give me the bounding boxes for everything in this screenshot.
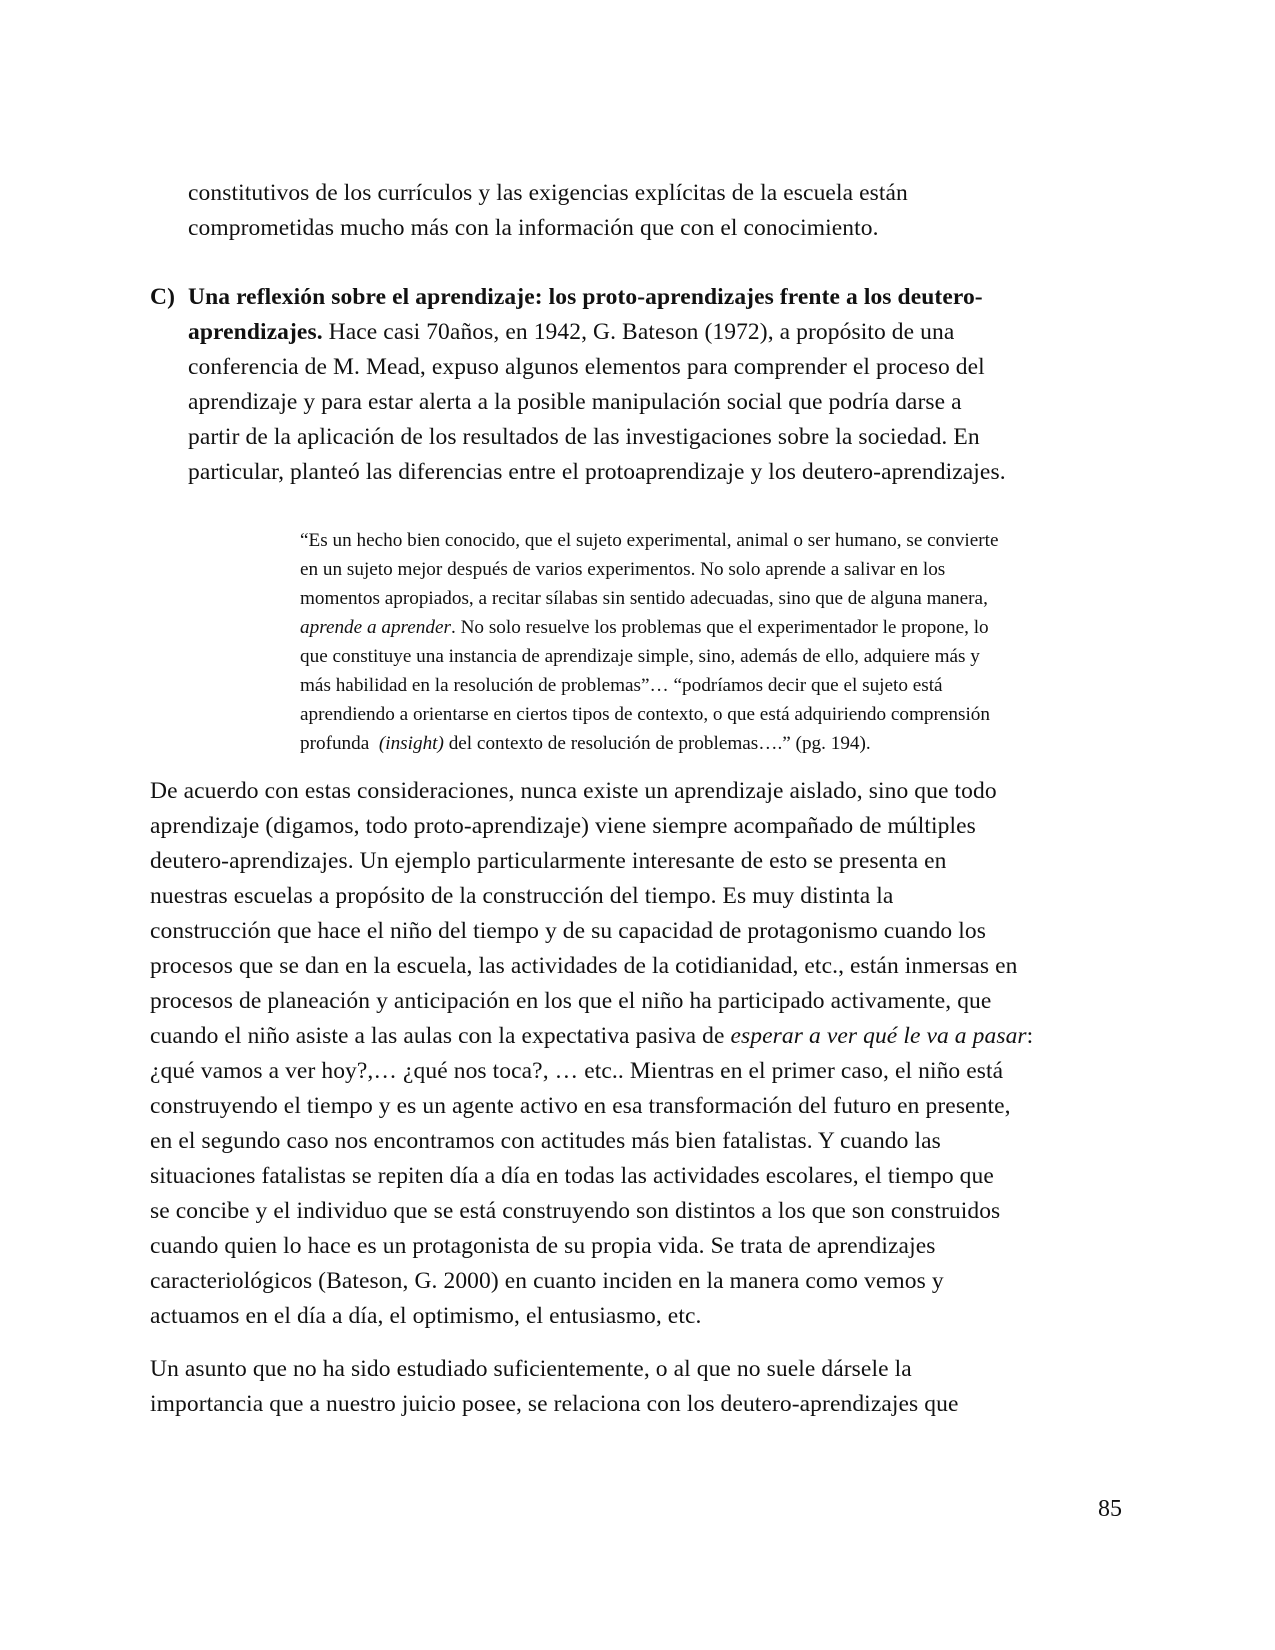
- quote-line: [300, 613, 1110, 642]
- paragraph-line: construcción que hace el niño del tiempo y de su capacidad de protagonismo cuando los: [150, 918, 986, 944]
- section-line: [188, 315, 1130, 350]
- section-text: Hace casi 70años, en 1942, G. Bateson (1972), a propósito de una: [322, 319, 955, 345]
- paragraph-line: Un asunto que no ha sido estudiado suficientemente, o al que no suele dársele la: [150, 1356, 912, 1382]
- intro-line: comprometidas mucho más con la información que con el conocimiento.: [188, 215, 879, 241]
- paragraph-line: procesos de planeación y anticipación en los que el niño ha participado activamente, que: [150, 988, 992, 1014]
- paragraph-line: De acuerdo con estas consideraciones, nunca existe un aprendizaje aislado, sino que todo: [150, 778, 997, 804]
- section-c: [150, 280, 1130, 490]
- quote-line: más habilidad en la resolución de problemas”… “podríamos decir que el sujeto está: [300, 675, 943, 696]
- paragraph-line: deutero-aprendizajes. Un ejemplo particularmente interesante de esto se presenta en: [150, 848, 947, 874]
- quote-line: “Es un hecho bien conocido, que el sujeto experimental, animal o ser humano, se convierte: [300, 530, 999, 551]
- quote-text: . No solo resuelve los problemas que el experimentador le propone, lo: [450, 617, 989, 638]
- paragraph-line: caracteriológicos (Bateson, G. 2000) en cuanto inciden en la manera como vemos y: [150, 1268, 944, 1294]
- body-paragraph: [150, 774, 1140, 1334]
- quote-line: en un sujeto mejor después de varios experimentos. No solo aprende a salivar en los: [300, 559, 946, 580]
- paragraph-line: ¿qué vamos a ver hoy?,… ¿qué nos toca?, … etc.. Mientras en el primer caso, el niño está: [150, 1058, 1004, 1084]
- quote-text: profunda: [300, 733, 379, 754]
- paragraph-text: cuando el niño asiste a las aulas con la expectativa pasiva de: [150, 1023, 731, 1049]
- section-heading-end: aprendizajes.: [188, 319, 323, 345]
- block-quote: [300, 526, 1110, 758]
- quote-line: momentos apropiados, a recitar sílabas sin sentido adecuadas, sino que de alguna manera,: [300, 588, 988, 609]
- body-paragraph: [150, 1352, 1140, 1422]
- quote-emphasis: aprende a aprender: [300, 617, 451, 638]
- paragraph-line: se concibe y el individuo que se está construyendo son distintos a los que son construidos: [150, 1198, 1001, 1224]
- quote-line: que constituye una instancia de aprendizaje simple, sino, además de ello, adquiere más y: [300, 646, 980, 667]
- paragraph-line: [150, 1019, 1140, 1054]
- quote-line: [300, 729, 1110, 758]
- intro-line: constitutivos de los currículos y las exigencias explícitas de la escuela están: [188, 180, 908, 206]
- quote-line: aprendiendo a orientarse en ciertos tipos de contexto, o que está adquiriendo comprensión: [300, 704, 990, 725]
- section-heading: Una reflexión sobre el aprendizaje: los proto-aprendizajes frente a los deutero-: [188, 284, 983, 310]
- intro-paragraph: [188, 176, 1138, 246]
- paragraph-emphasis: esperar a ver qué le va a pasar: [730, 1023, 1027, 1049]
- paragraph-line: situaciones fatalistas se repiten día a día en todas las actividades escolares, el tiempo que: [150, 1163, 994, 1189]
- section-marker: C): [150, 284, 175, 310]
- paragraph-line: nuestras escuelas a propósito de la construcción del tiempo. Es muy distinta la: [150, 883, 894, 909]
- paragraph-line: procesos que se dan en la escuela, las actividades de la cotidianidad, etc., están inmersas en: [150, 953, 1018, 979]
- section-line: conferencia de M. Mead, expuso algunos elementos para comprender el proceso del: [188, 354, 985, 380]
- paragraph-line: cuando quien lo hace es un protagonista de su propia vida. Se trata de aprendizajes: [150, 1233, 936, 1259]
- section-c-content: [188, 280, 1130, 490]
- section-line: aprendizaje y para estar alerta a la posible manipulación social que podría darse a: [188, 389, 962, 415]
- section-line: particular, planteó las diferencias entre el protoaprendizaje y los deutero-aprendizajes.: [188, 459, 1006, 485]
- page-number: 85: [1098, 1496, 1122, 1522]
- paragraph-line: aprendizaje (digamos, todo proto-aprendizaje) viene siempre acompañado de múltiples: [150, 813, 976, 839]
- section-heading-line: [188, 280, 1130, 315]
- paragraph-text: :: [1026, 1023, 1034, 1049]
- paragraph-line: actuamos en el día a día, el optimismo, el entusiasmo, etc.: [150, 1303, 702, 1329]
- paragraph-line: importancia que a nuestro juicio posee, se relaciona con los deutero-aprendizajes que: [150, 1391, 959, 1417]
- paragraph-line: construyendo el tiempo y es un agente activo en esa transformación del futuro en presente,: [150, 1093, 1011, 1119]
- section-line: partir de la aplicación de los resultados de las investigaciones sobre la sociedad. En: [188, 424, 980, 450]
- quote-text: del contexto de resolución de problemas….” (pg. 194).: [443, 733, 871, 754]
- paragraph-line: en el segundo caso nos encontramos con actitudes más bien fatalistas. Y cuando las: [150, 1128, 941, 1154]
- quote-emphasis: (insight): [378, 733, 444, 754]
